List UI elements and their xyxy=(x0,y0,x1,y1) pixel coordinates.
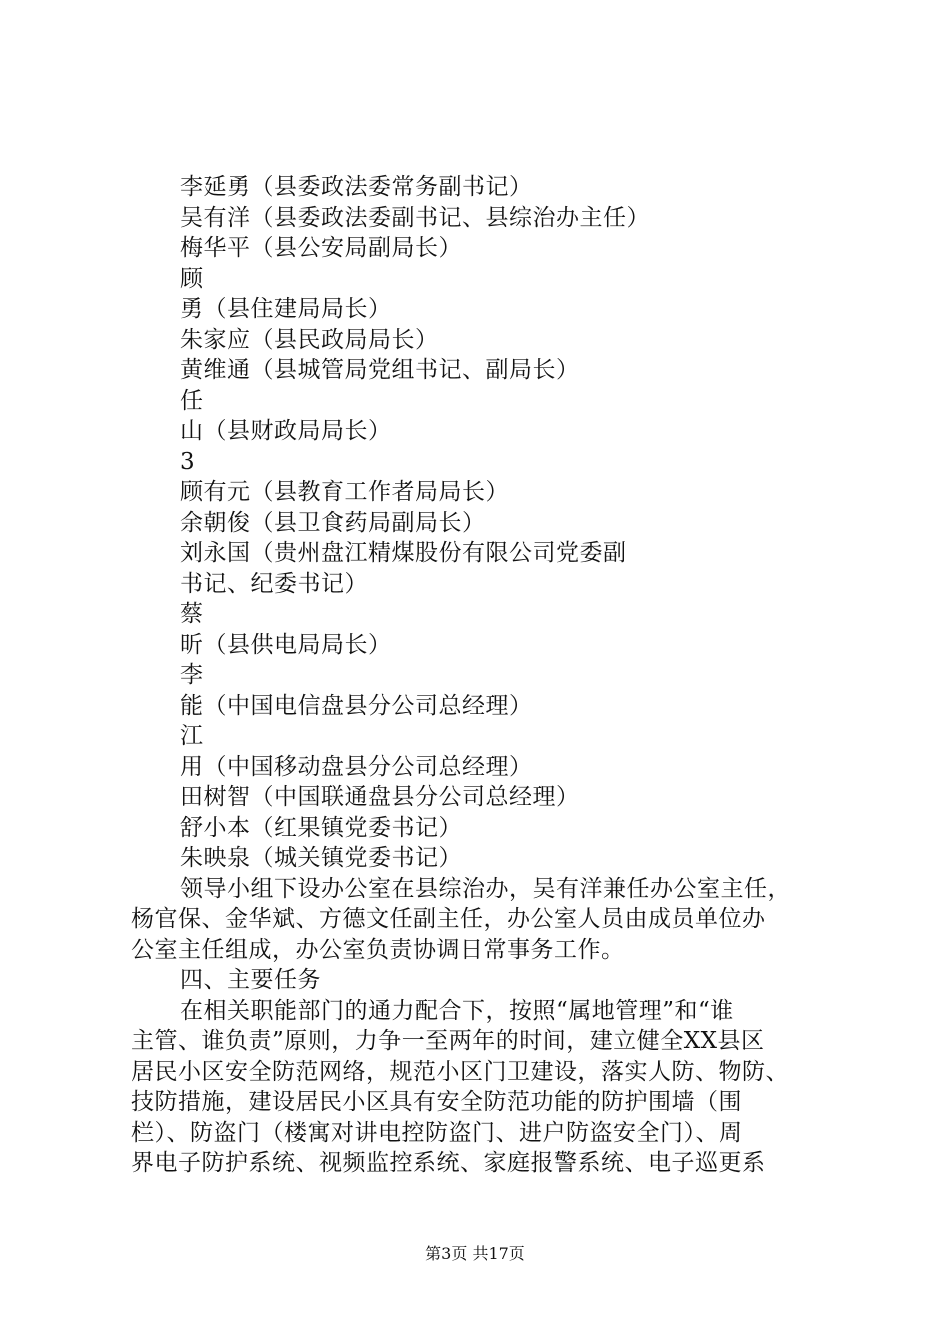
member-line: 用（中国移动盘县分公司总经理） xyxy=(180,753,533,780)
member-line: 舒小本（红果镇党委书记） xyxy=(180,814,462,841)
member-line: 能（中国电信盘县分公司总经理） xyxy=(180,692,533,719)
member-line: 吴有洋（县委政法委副书记、县综治办主任） xyxy=(180,204,650,231)
member-line: 昕（县供电局局长） xyxy=(180,631,392,658)
office-paragraph-line: 公室主任组成，办公室负责协调日常事务工作。 xyxy=(131,936,625,963)
tasks-paragraph-line: 界电子防护系统、视频监控系统、家庭报警系统、电子巡更系 xyxy=(131,1150,766,1176)
member-line: 3 xyxy=(180,448,196,475)
tasks-paragraph-line: 在相关职能部门的通力配合下，按照“属地管理”和“谁 xyxy=(180,997,734,1024)
section-heading: 四、主要任务 xyxy=(180,967,321,993)
tasks-paragraph-line: 栏）、防盗门（楼寓对讲电控防盗门、进户防盗安全门）、周 xyxy=(131,1119,743,1146)
member-line: 余朝俊（县卫食药局副局长） xyxy=(180,509,486,536)
tasks-paragraph-line: 技防措施，建设居民小区具有安全防范功能的防护围墙（围 xyxy=(131,1089,742,1115)
member-line: 田树智（中国联通盘县分公司总经理） xyxy=(180,784,580,810)
member-line: 李延勇（县委政法委常务副书记） xyxy=(180,174,533,200)
page-number-footer: 第3页 共17页 xyxy=(425,1244,525,1263)
member-line: 书记、纪委书记） xyxy=(180,570,368,597)
tasks-paragraph-line: 居民小区安全防范网络，规范小区门卫建设，落实人防、物防、 xyxy=(131,1058,789,1085)
member-line: 勇（县住建局局长） xyxy=(180,296,392,322)
member-line: 黄维通（县城管局党组书记、副局长） xyxy=(180,357,580,383)
member-line: 顾有元（县教育工作者局局长） xyxy=(180,479,509,505)
member-line: 江 xyxy=(180,723,204,749)
member-line: 蔡 xyxy=(180,601,204,627)
member-line: 朱映泉（城关镇党委书记） xyxy=(180,845,462,871)
member-line: 刘永国（贵州盘江精煤股份有限公司党委副 xyxy=(180,540,627,566)
office-paragraph-line: 领导小组下设办公室在县综治办，吴有洋兼任办公室主任， xyxy=(180,875,791,902)
member-line: 梅华平（县公安局副局长） xyxy=(180,235,462,261)
member-line: 顾 xyxy=(180,265,204,292)
member-line: 李 xyxy=(180,662,204,688)
member-line: 山（县财政局局长） xyxy=(180,418,392,444)
member-line: 朱家应（县民政局局长） xyxy=(180,326,439,353)
member-line: 任 xyxy=(180,387,204,414)
tasks-paragraph-line: 主管、谁负责”原则，力争一至两年的时间，建立健全XX县区 xyxy=(131,1028,765,1054)
office-paragraph-line: 杨官保、金华斌、方德文任副主任，办公室人员由成员单位办 xyxy=(131,906,766,932)
